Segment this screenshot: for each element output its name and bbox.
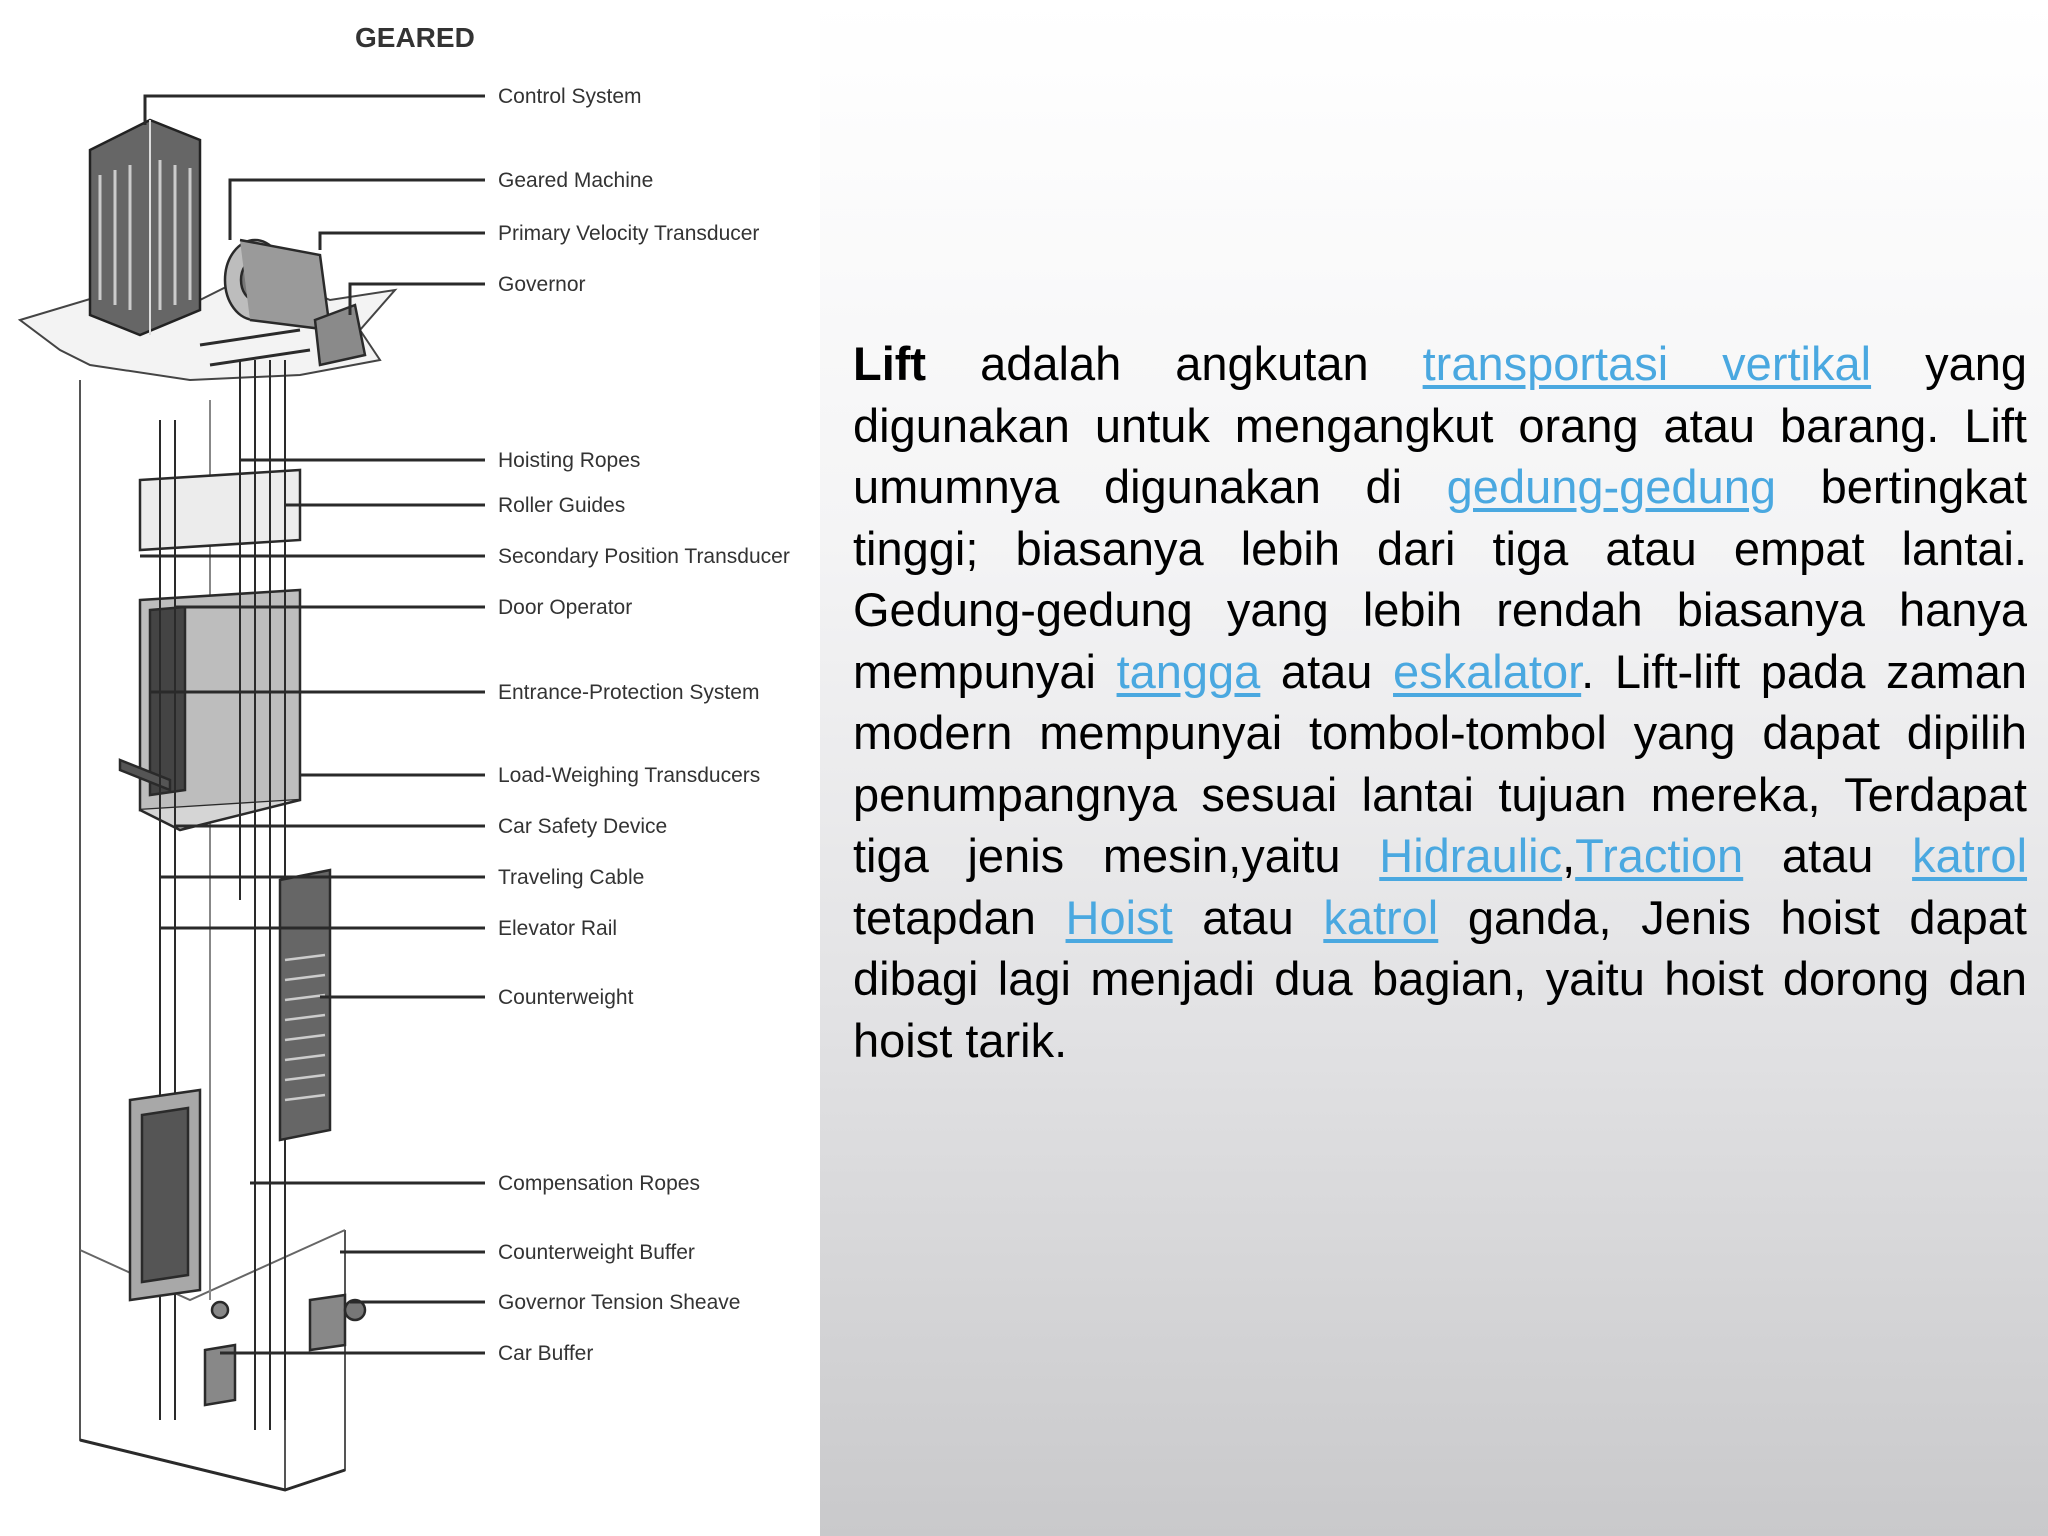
link-tangga[interactable]: tangga (1116, 644, 1261, 698)
callout-label: Compensation Ropes (498, 1172, 700, 1195)
text-run: atau (1260, 644, 1394, 698)
callout-label: Primary Velocity Transducer (498, 222, 760, 245)
link-katrol[interactable]: katrol (1912, 829, 2028, 882)
callout-line (145, 96, 485, 125)
callout-label: Load-Weighing Transducers (498, 764, 761, 787)
callout-label: Hoisting Ropes (498, 449, 641, 472)
callout-line (320, 233, 485, 250)
geared-elevator-diagram (0, 0, 820, 1536)
callout-label: Geared Machine (498, 169, 654, 192)
callout-label: Counterweight (498, 986, 634, 1009)
text-run: ganda, Jenis hoist dapat dibagi lagi menjadi dua bagian, yaitu hoist dorong dan hoist tarik. (853, 890, 2027, 1067)
callout-label: Secondary Position Transducer (498, 545, 790, 568)
text-run: bertingkat tinggi; biasanya lebih dari tiga atau empat lantai. Gedung-gedung yang lebih rendah biasanya hanya mempunyai (853, 460, 2028, 698)
elevator-shaft-illustration (20, 120, 395, 1490)
text-run: . Lift-lift pada zaman modern mempunyai tombol-tombol yang dapat dipilih penumpangnya sesuai lantai tujuan mereka, Terdapat tiga jenis mesin,yaitu (853, 644, 2028, 882)
link-hoist[interactable]: Hoist (1065, 890, 1173, 944)
callout-label: Entrance-Protection System (498, 681, 760, 704)
lift-term: Lift (853, 337, 927, 390)
text-run: adalah angkutan (926, 337, 1423, 390)
callout-label: Governor (498, 273, 586, 296)
text-run: tetapdan (853, 890, 1066, 944)
link-eskalator[interactable]: eskalator (1393, 644, 1582, 698)
link-gedung-gedung[interactable]: gedung-gedung (1446, 460, 1776, 513)
callout-label: Control System (498, 85, 642, 108)
callout-label: Door Operator (498, 596, 633, 619)
elevator-diagram-panel (0, 0, 820, 1536)
description-paragraph (853, 333, 2027, 1071)
link-transportasi-vertikal[interactable]: transportasi vertikal (1422, 337, 1872, 390)
callout-label: Car Safety Device (498, 815, 668, 838)
callout-label: Elevator Rail (498, 917, 618, 940)
callout-label: Roller Guides (498, 494, 626, 517)
text-run: atau (1743, 829, 1913, 882)
link-katrol[interactable]: katrol (1323, 890, 1439, 944)
text-run: , (1562, 829, 1576, 882)
text-run: atau (1172, 890, 1324, 944)
callout-label: Governor Tension Sheave (498, 1291, 741, 1314)
diagram-title: GEARED (355, 22, 475, 53)
callout-label: Car Buffer (498, 1342, 594, 1365)
link-hidraulic[interactable]: Hidraulic (1379, 829, 1563, 882)
callout-line (230, 180, 485, 240)
callout-label: Traveling Cable (498, 866, 645, 889)
callout-label: Counterweight Buffer (498, 1241, 695, 1264)
text-run: yang digunakan untuk mengangkut orang atau barang. Lift umumnya digunakan di (853, 337, 2027, 513)
link-traction[interactable]: Traction (1575, 829, 1744, 882)
